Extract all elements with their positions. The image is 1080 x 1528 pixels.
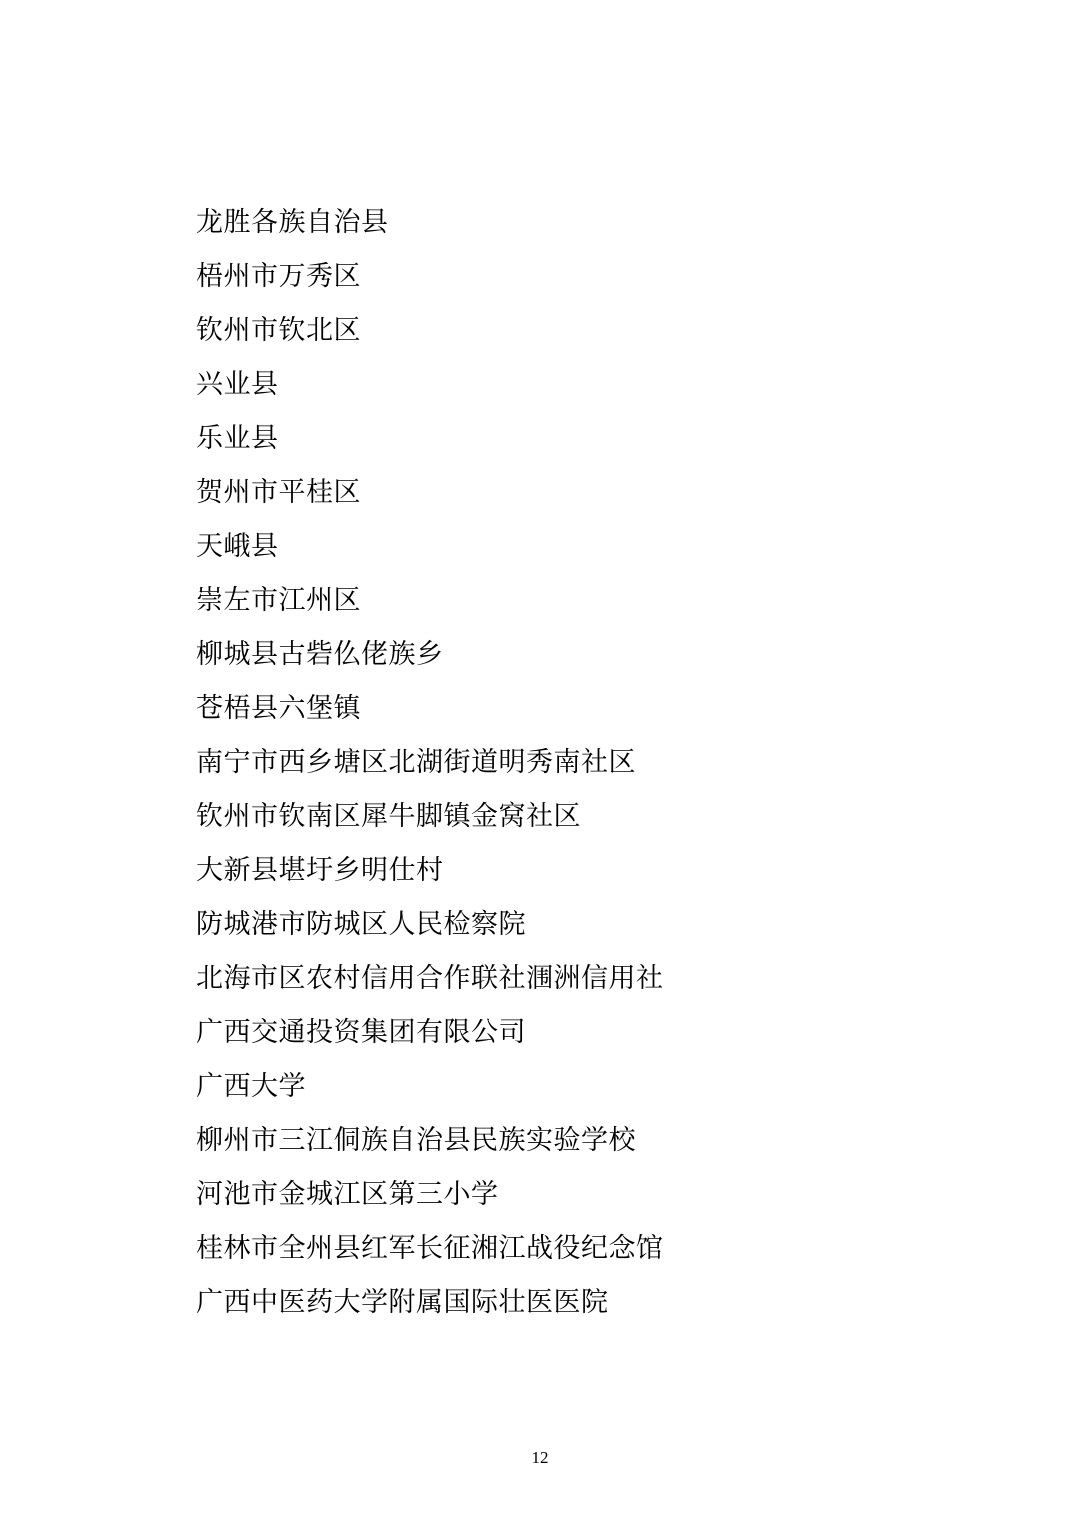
list-item: 钦州市钦南区犀牛脚镇金窝社区 [196,801,581,832]
list-item: 北海市区农村信用合作联社涠洲信用社 [196,963,664,994]
list-item: 龙胜各族自治县 [196,207,389,238]
list-item: 梧州市万秀区 [196,261,361,292]
list-item: 河池市金城江区第三小学 [196,1179,499,1210]
list-item: 柳州市三江侗族自治县民族实验学校 [196,1125,636,1156]
list-item: 广西中医药大学附属国际壮医医院 [196,1287,609,1318]
list-item: 崇左市江州区 [196,585,361,616]
page-number: 12 [531,1448,549,1467]
document-body [196,196,936,1330]
list-item: 广西交通投资集团有限公司 [196,1017,526,1048]
list-item: 兴业县 [196,369,279,400]
list-item: 贺州市平桂区 [196,477,361,508]
list-item: 南宁市西乡塘区北湖街道明秀南社区 [196,747,636,778]
list-item: 钦州市钦北区 [196,315,361,346]
list-item: 柳城县古砦仫佬族乡 [196,639,444,670]
list-item: 桂林市全州县红军长征湘江战役纪念馆 [196,1233,664,1264]
list-item: 天峨县 [196,531,279,562]
list-item: 防城港市防城区人民检察院 [196,909,526,940]
list-item: 广西大学 [196,1071,306,1102]
list-item: 乐业县 [196,423,279,454]
list-item: 大新县堪圩乡明仕村 [196,855,444,886]
list-item: 苍梧县六堡镇 [196,693,361,724]
